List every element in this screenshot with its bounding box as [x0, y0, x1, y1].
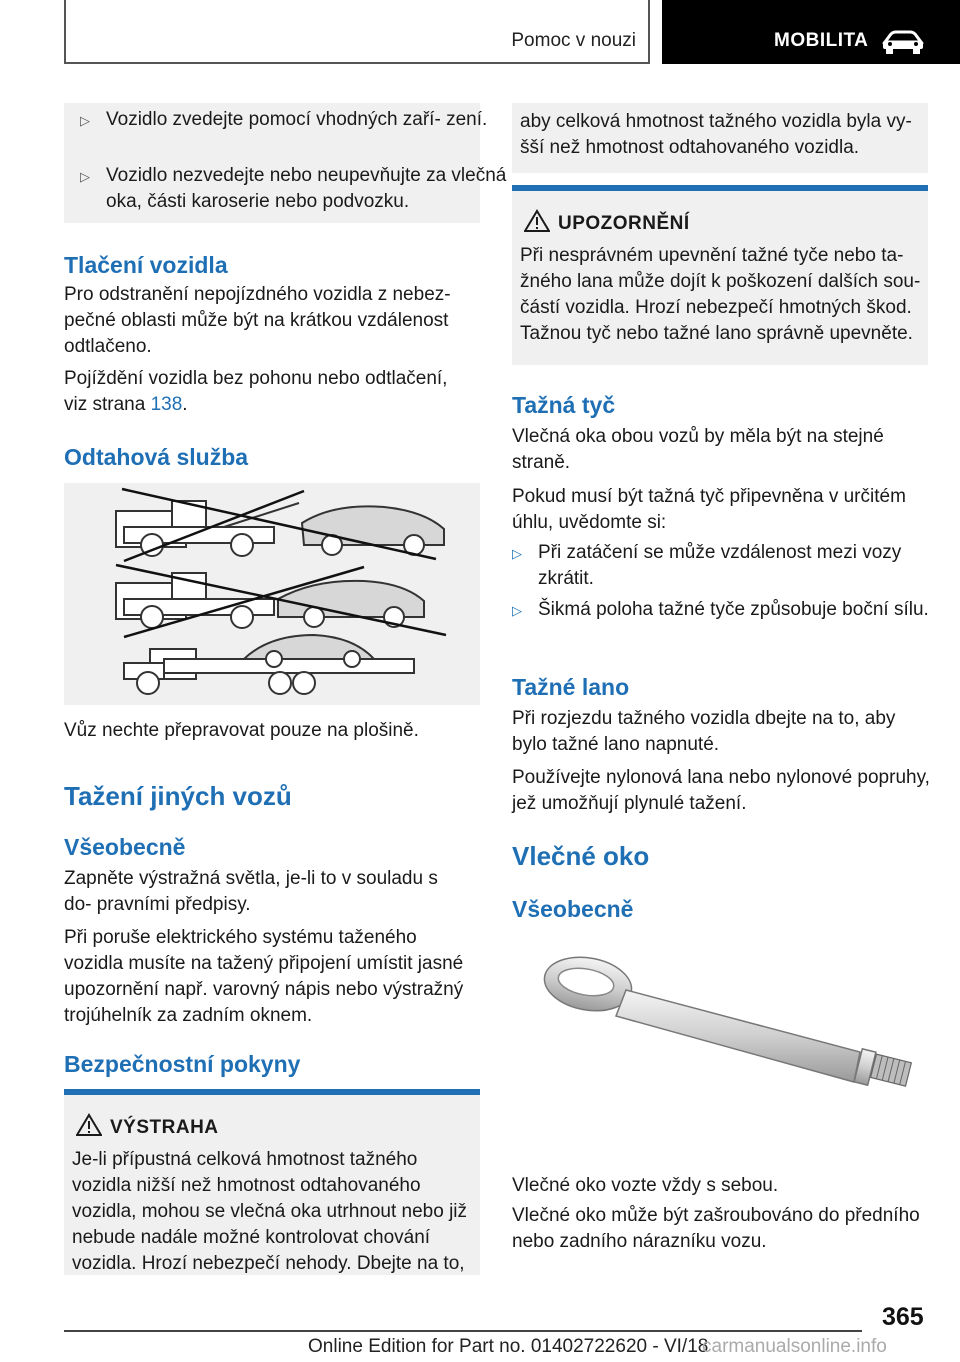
warning-text-continued: aby celková hmotnost tažného vozidla byla vy‐ šší než hmotnost odtahovaného vozidla. — [520, 111, 912, 158]
continuation-box — [512, 103, 928, 173]
paragraph: Zapněte výstražná světla, je-li to v souladu s do‐ pravními předpisy. — [64, 868, 438, 915]
bullet-box — [64, 103, 507, 223]
header-chapter-label: MOBILITA — [774, 30, 869, 51]
section-title-push: Tlačení vozidla — [64, 252, 228, 278]
notice-text: Při nesprávném upevnění tažné tyče nebo ta‐ žného lana může dojít k poškození dalších sou‐ částí vozidla. Hrozí nebezpečí hmotných škod. Tažnou tyč nebo tažné lano správně upevněte. — [520, 245, 921, 344]
paragraph: Používejte nylonová lana nebo nylonové popruhy, jež umožňují plynulé tažení. — [512, 767, 930, 814]
paragraph: Pro odstranění nepojízdného vozidla z nebez‐ pečné oblasti může být na krátkou vzdálenost odtlačeno. — [64, 284, 451, 357]
paragraph: Pokud musí být tažná tyč připevněna v určitém úhlu, uvědomte si: — [512, 486, 906, 533]
page-number: 365 — [882, 1303, 924, 1331]
notice-box — [512, 191, 928, 365]
section-title-service: Odtahová služba — [64, 444, 249, 470]
section-title-towing: Tažení jiných vozů — [64, 781, 292, 811]
towing-illustration — [64, 483, 480, 705]
list-item: ▷ Šikmá poloha tažné tyče způsobuje boční sílu. — [496, 597, 938, 623]
section-title-safety: Bezpečnostní pokyny — [64, 1051, 301, 1077]
notice-label: UPOZORNĚNÍ — [558, 213, 690, 234]
tow-eye-image — [540, 950, 920, 1110]
warning-triangle-icon — [76, 1113, 102, 1137]
bullet-triangle-icon: ▷ — [80, 169, 90, 184]
paragraph: Pojíždění vozidla bez pohonu nebo odtlačení, viz strana 138. — [64, 368, 448, 415]
subsection-title-general: Všeobecně — [512, 896, 634, 922]
car-icon — [882, 30, 924, 54]
list-item: ▷ Při zatáčení se může vzdálenost mezi vozy zkrátit. — [512, 542, 902, 589]
paragraph: Při rozjezdu tažného vozidla dbejte na to, aby bylo tažné lano napnuté. — [512, 708, 896, 755]
bullet-triangle-icon: ▷ — [512, 546, 522, 561]
paragraph: Vlečná oka obou vozů by měla být na stejné straně. — [512, 426, 884, 473]
warning-triangle-icon — [524, 209, 550, 233]
paragraph: Vlečné oko vozte vždy s sebou. — [512, 1175, 779, 1196]
image-caption: Vůz nechte přepravovat pouze na plošině. — [64, 720, 419, 741]
footer-rule — [64, 1330, 862, 1332]
tow-trucks-image — [64, 483, 480, 705]
paragraph: Vlečné oko může být zašroubováno do předního nebo zadního nárazníku vozu. — [512, 1205, 920, 1252]
bullet-triangle-icon: ▷ — [80, 113, 90, 128]
header-section-title: Pomoc v nouzi — [511, 30, 636, 51]
section-title-tow-bar: Tažná tyč — [512, 392, 616, 418]
warning-label: VÝSTRAHA — [110, 1117, 219, 1138]
paragraph: Při poruše elektrického systému taženého vozidla musíte na tažený připojení umístit jasné upozornění např. varovný nápis nebo výstražný trojúhelník za zadním oknem. — [64, 927, 464, 1026]
warning-text: Je-li přípustná celková hmotnost tažného vozidla nižší než hmotnost odtahovaného vozidla, mohou se vlečná oka utrhnout nebo již nebude nadále možné kontrolovat chování vozidla. Hrozí nebezpečí nehody. Dbejte na to, — [72, 1149, 468, 1274]
warning-box — [64, 1095, 480, 1275]
section-title-tow-rope: Tažné lano — [512, 674, 630, 700]
list-item: ▷ Vozidlo zvedejte pomocí vhodných zaří‐ zení. — [64, 107, 506, 133]
footer-watermark: carmanualsonline.info — [702, 1336, 887, 1357]
subsection-title-general: Všeobecně — [64, 834, 186, 860]
list-item: ▷ Vozidlo nezvedejte nebo neupevňujte za vlečná oka, části karoserie nebo podvozku. — [80, 165, 507, 212]
section-title-tow-eye: Vlečné oko — [512, 841, 650, 871]
page-link[interactable]: 138 — [150, 394, 183, 415]
bullet-triangle-icon: ▷ — [512, 603, 522, 618]
footer-edition: Online Edition for Part no. 01402722620 - VI/18 — [308, 1336, 709, 1357]
